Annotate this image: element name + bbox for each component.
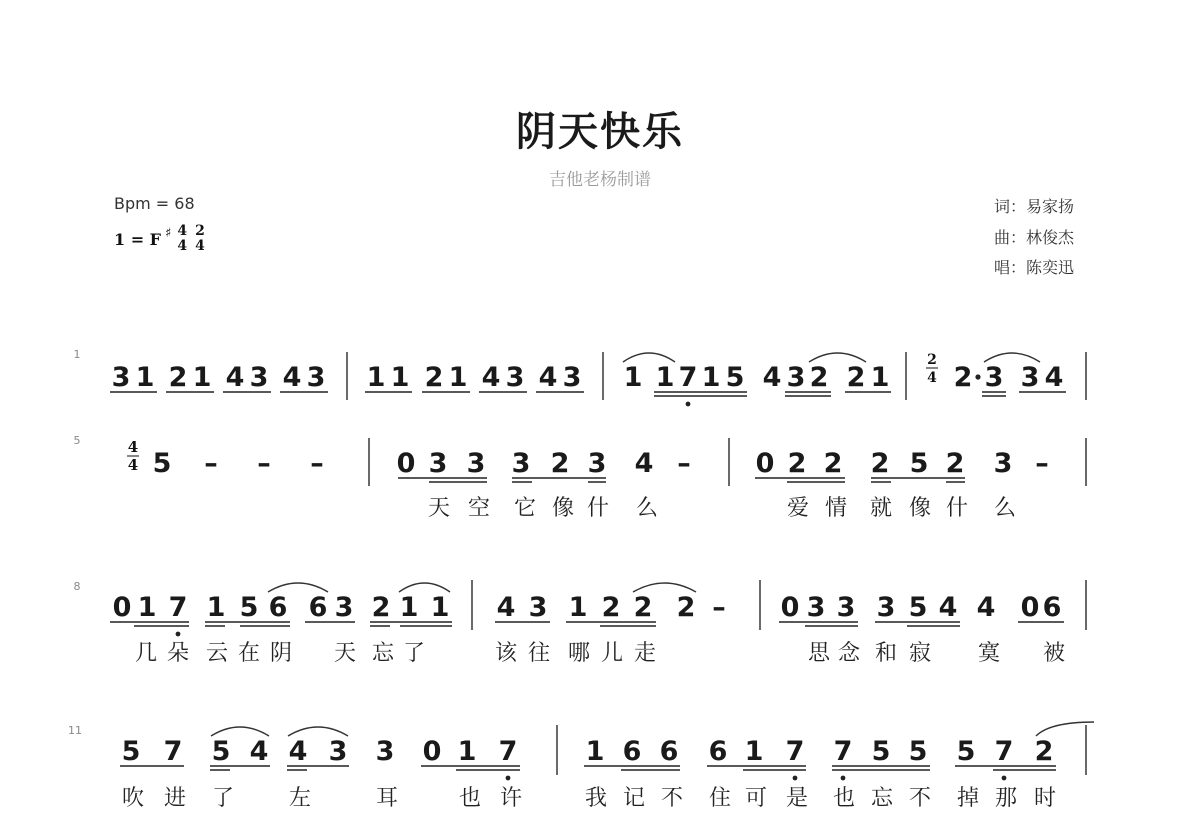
song-title: 阴天快乐: [516, 109, 684, 155]
lyric-char: 往: [527, 641, 551, 666]
composer-credit: 曲：林俊杰: [994, 228, 1075, 247]
note: 4: [538, 362, 558, 393]
lyric-char: 空: [467, 496, 491, 521]
lyric-char: 了: [211, 786, 235, 811]
tie-arc: [399, 583, 450, 592]
tie-arc: [633, 583, 696, 592]
note: –: [257, 448, 271, 479]
note: 5: [908, 592, 928, 623]
note: 4: [288, 736, 308, 767]
note: 3: [249, 362, 269, 393]
note: 2: [823, 448, 843, 479]
note: 1: [137, 592, 157, 623]
note: 1: [366, 362, 386, 393]
note: 1: [448, 362, 468, 393]
note: 6: [659, 736, 679, 767]
octave-dot: [686, 402, 691, 407]
tie-arc: [288, 727, 348, 736]
note: 1: [135, 362, 155, 393]
note: 1: [457, 736, 477, 767]
note: 1: [744, 736, 764, 767]
note: 1: [655, 362, 675, 393]
note: 5: [725, 362, 745, 393]
octave-dot: [793, 776, 798, 781]
note: 2: [371, 592, 391, 623]
tie-arc: [623, 353, 675, 362]
lyric-char: 进: [163, 786, 187, 811]
lyric-char: 思: [807, 641, 831, 666]
lyric-char: 什: [586, 496, 610, 521]
lyric-char: 也: [458, 786, 482, 811]
lyric-char: 在: [237, 641, 261, 666]
augmentation-dot: [975, 374, 980, 379]
note: 3: [876, 592, 896, 623]
note: 3: [505, 362, 525, 393]
lyric-char: 阴: [269, 641, 293, 666]
note: –: [677, 448, 691, 479]
tie-arc: [809, 353, 866, 362]
lyric-char: 耳: [375, 786, 399, 811]
lyric-char: 天: [333, 641, 357, 666]
note: 4: [762, 362, 782, 393]
lyric-char: 左: [288, 786, 312, 811]
lyric-char: 被: [1042, 641, 1066, 666]
note: 1: [701, 362, 721, 393]
note: –: [712, 592, 726, 623]
note: 3: [528, 592, 548, 623]
system-number: 8: [73, 580, 81, 593]
time-change-denominator: 4: [927, 370, 937, 386]
note: 3: [334, 592, 354, 623]
octave-dot: [176, 632, 181, 637]
note: 5: [211, 736, 231, 767]
lyric-char: 吹: [121, 786, 145, 811]
note: 4: [1044, 362, 1064, 393]
note: 1: [399, 592, 419, 623]
lyric-char: 许: [499, 786, 523, 811]
note: 6: [622, 736, 642, 767]
time-signature-4-4: 4 4: [177, 223, 188, 254]
lyric-char: 朵: [166, 641, 190, 666]
system-number: 1: [73, 348, 81, 361]
note: 7: [785, 736, 805, 767]
note: 1: [568, 592, 588, 623]
note: –: [204, 448, 218, 479]
lyric-char: 走: [633, 641, 657, 666]
lyric-char: 就: [869, 496, 893, 521]
lyric-char: 掉: [956, 786, 980, 811]
note: 2: [787, 448, 807, 479]
lyric-char: 可: [744, 786, 768, 811]
note: 3: [328, 736, 348, 767]
lyric-char: 像: [908, 496, 932, 521]
note: 3: [111, 362, 131, 393]
lyric-char: 是: [785, 786, 809, 811]
lyric-char: 也: [832, 786, 856, 811]
lyric-char: 我: [584, 786, 608, 811]
time-change-denominator: 4: [127, 456, 139, 474]
note: 7: [163, 736, 183, 767]
system-number: 5: [73, 434, 81, 447]
lyric-char: 什: [945, 496, 969, 521]
note: 6: [308, 592, 328, 623]
lyric-char: 记: [622, 786, 646, 811]
octave-dot: [506, 776, 511, 781]
note: 3: [786, 362, 806, 393]
note: 3: [375, 736, 395, 767]
tempo-marking: Bpm = 68: [114, 194, 195, 213]
lyric-char: 时: [1033, 786, 1057, 811]
lyric-char: 么: [993, 496, 1017, 521]
note: 2: [809, 362, 829, 393]
note: 7: [678, 362, 698, 393]
note: 3: [562, 362, 582, 393]
note: 6: [1042, 592, 1062, 623]
note: 4: [634, 448, 654, 479]
arranger-subtitle: 吉他老杨制谱: [549, 170, 651, 190]
note: 0: [422, 736, 442, 767]
lyric-char: 儿: [600, 641, 624, 666]
note: 0: [1020, 592, 1040, 623]
lyric-char: 住: [708, 786, 732, 811]
octave-dot: [1002, 776, 1007, 781]
time-signature-2-4: 2 4: [195, 223, 205, 254]
note: 2: [424, 362, 444, 393]
note: 3: [428, 448, 448, 479]
lyric-char: 哪: [567, 641, 591, 666]
lyric-char: 该: [494, 641, 518, 666]
note: 4: [481, 362, 501, 393]
key-prefix: 1 = F: [114, 229, 162, 249]
time-change-numerator: 4: [127, 438, 139, 456]
note: 1: [870, 362, 890, 393]
note: 6: [268, 592, 288, 623]
lyric-char: 不: [908, 786, 932, 811]
tie-arc: [984, 353, 1040, 362]
note: 4: [225, 362, 245, 393]
note: 0: [755, 448, 775, 479]
note: 0: [396, 448, 416, 479]
lyricist-credit: 词：易家扬: [994, 197, 1075, 216]
note: 3: [306, 362, 326, 393]
lyric-char: 念: [837, 641, 861, 666]
note: 5: [121, 736, 141, 767]
note: 5: [909, 448, 929, 479]
note: –: [310, 448, 324, 479]
note: 3: [466, 448, 486, 479]
note: 3: [511, 448, 531, 479]
note: 3: [806, 592, 826, 623]
lyric-char: 云: [205, 641, 229, 666]
note: 5: [908, 736, 928, 767]
note: 3: [984, 362, 1004, 393]
lyric-char: 不: [660, 786, 684, 811]
note: 7: [833, 736, 853, 767]
note: 2: [676, 592, 696, 623]
note: 4: [496, 592, 516, 623]
note: 1: [206, 592, 226, 623]
note: 4: [976, 592, 996, 623]
note: 7: [168, 592, 188, 623]
note: 5: [239, 592, 259, 623]
note: 3: [993, 448, 1013, 479]
lyric-char: 了: [402, 641, 426, 666]
lyric-char: 天: [427, 496, 451, 521]
lyric-char: 寞: [977, 641, 1001, 666]
note: 5: [152, 448, 172, 479]
note: 2: [846, 362, 866, 393]
note: 2: [870, 448, 890, 479]
lyric-char: 么: [635, 496, 659, 521]
note: 5: [871, 736, 891, 767]
lyric-char: 和: [874, 641, 898, 666]
note: 2: [601, 592, 621, 623]
note: 4: [938, 592, 958, 623]
note: 2: [953, 362, 973, 393]
tie-arc: [268, 583, 328, 592]
lyric-char: 它: [513, 496, 537, 521]
singer-credit: 唱：陈奕迅: [994, 258, 1075, 277]
sharp-accidental: ♯: [165, 225, 172, 241]
note: 3: [836, 592, 856, 623]
note: 6: [708, 736, 728, 767]
note: 5: [956, 736, 976, 767]
note: 1: [585, 736, 605, 767]
note: 0: [112, 592, 132, 623]
note: 2: [1034, 736, 1054, 767]
note: 2: [633, 592, 653, 623]
lyric-char: 爱: [786, 496, 810, 521]
lyric-char: 像: [551, 496, 575, 521]
tie-arc: [211, 727, 269, 736]
note: 7: [498, 736, 518, 767]
lyric-char: 忘: [870, 786, 894, 811]
note: 2: [168, 362, 188, 393]
time-change-numerator: 2: [927, 352, 937, 368]
lyric-char: 几: [134, 641, 158, 666]
note: 3: [587, 448, 607, 479]
note: 4: [249, 736, 269, 767]
note: 1: [623, 362, 643, 393]
note: 1: [390, 362, 410, 393]
octave-dot: [841, 776, 846, 781]
lyric-char: 忘: [371, 641, 395, 666]
note: 0: [780, 592, 800, 623]
note: 1: [430, 592, 450, 623]
note: 1: [192, 362, 212, 393]
note: 7: [994, 736, 1014, 767]
lyric-char: 情: [824, 496, 848, 521]
note: 4: [282, 362, 302, 393]
note: 3: [1020, 362, 1040, 393]
lyric-char: 那: [994, 786, 1018, 811]
note: –: [1035, 448, 1049, 479]
lyric-char: 寂: [908, 641, 932, 666]
note: 2: [945, 448, 965, 479]
system-number: 11: [68, 724, 82, 737]
note: 2: [550, 448, 570, 479]
